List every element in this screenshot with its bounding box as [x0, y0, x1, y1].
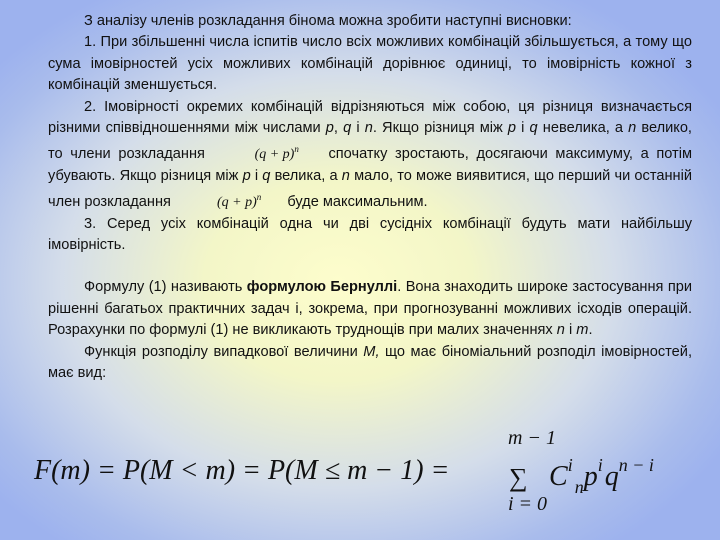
intro-paragraph: З аналізу членів розкладання бінома можна зробити наступні висновки:: [84, 13, 572, 29]
distribution-function-formula: [34, 425, 694, 520]
sum-upper-limit: m − 1: [508, 427, 556, 449]
distribution-paragraph: Функція розподілу випадкової величини M, що має біноміальний розподіл імовірностей, має вид:: [48, 343, 692, 382]
binomial-expression: $(q + p)^n$: [217, 192, 262, 211]
sum-symbol: ∑: [509, 463, 528, 492]
formula-lhs: F(m) = P(M < m) = P(M ≤ m − 1) =: [34, 455, 450, 486]
conclusion-1: 1. При збільшенні числа іспитів число всіх можливих комбінацій збільшується, а тому що сума імовірностей усіх можливих комбінацій дорівнює одиниці, то імовірність кожної з комбінацій зменшується.: [48, 34, 692, 94]
conclusion-3: 3. Серед усіх комбінацій одна чи дві сусідніх комбінації будуть мати найбільшу імовірність.: [48, 215, 692, 254]
binomial-expression: $(q + p)^n$: [254, 144, 299, 163]
formula-summand: $C^i_np^iq^{n - i}$: [549, 455, 654, 497]
conclusion-2: 2. Імовірності окремих комбінацій відрізняються між собою, ця різниця визначається різними співвідношеннями між числами p, q і n. Якщо різниця між p і q невелика, а n велико, то члени розкладання $(q + p)^n$ спочатку зростають, досягаючи максимуму, а потім убувають. Якщо різниця між p і q велика, а n мало, то може виявитися, що перший чи останній член розкладання $(q + p)^n$ буде максимальним.: [48, 97, 692, 214]
bernoulli-paragraph: Формулу (1) називають формулою Бернуллі. Вона знаходить широке застосування при рішенні багатьох практичних задач і, зокрема, при прогнозуванні можливих ісходів операцій. Розрахунки по формулі (1) не викликають труднощів при малих значеннях n і m.: [48, 279, 693, 339]
text-body: [48, 11, 692, 385]
sum-lower-limit: i = 0: [508, 493, 548, 515]
